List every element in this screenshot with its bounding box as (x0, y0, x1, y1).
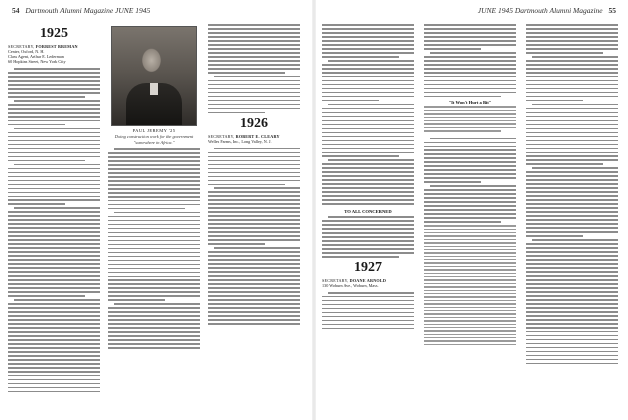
left-column-1 (8, 24, 100, 416)
body-text-block (322, 216, 414, 258)
secretary-address-1927: 130 Woburn Ave., Woburn, Mass. (322, 282, 379, 288)
agent-line-1925: Class Agent, Arthur E. Lederman (8, 54, 64, 59)
left-issue-date: JUNE 1945 (115, 6, 151, 15)
body-text-block (424, 24, 516, 97)
right-issue-date: JUNE 1945 (477, 6, 513, 15)
section-heading-to-all-concerned: TO ALL CONCERNED (344, 208, 392, 214)
body-text-block (208, 24, 300, 113)
right-page (316, 0, 628, 420)
right-magazine-title: Dartmouth Alumni Magazine (514, 6, 603, 15)
body-text-block (322, 292, 414, 330)
right-running-head (478, 6, 620, 18)
photo-name: PAUL JEREMY '25 (132, 128, 176, 133)
right-column-2 (424, 24, 516, 416)
left-running-head (8, 6, 150, 18)
quoted-letter-block (424, 106, 516, 131)
right-column-3 (526, 24, 618, 416)
secretary-address-1926: Welles Farms, Inc., Long Valley, N. J. (208, 138, 272, 144)
photo-caption: Doing construction work for the government "somewhere in Africa." (114, 134, 194, 145)
body-text-block (526, 24, 618, 364)
class-year-1925: 1925 (40, 26, 68, 41)
right-column-1 (322, 24, 414, 416)
secretary-label-1925: SECRETARY, (8, 44, 35, 49)
secretary-city-1925: Center, Oxford, N. H. (8, 49, 45, 54)
secretary-name-1926: ROBERT E. CLEARY (235, 133, 280, 139)
section-heading-wont-hurt: "It Won't Hurt a Bit" (448, 100, 492, 106)
body-text-block (108, 148, 200, 349)
secretary-name-1925: FORREST BREMAN (35, 44, 78, 49)
left-column-2 (108, 24, 200, 416)
body-text-block (424, 138, 516, 223)
agent-address-1925: 60 Hopkins Street, New York City (8, 59, 66, 64)
left-magazine-title: Dartmouth Alumni Magazine (25, 6, 114, 15)
left-page (0, 0, 312, 420)
class-year-1926: 1926 (240, 115, 268, 131)
body-text-block (208, 148, 300, 325)
secretary-label-1926: SECRETARY, (208, 133, 235, 139)
secretary-label-1927: SECRETARY, (322, 277, 349, 283)
right-page-number: 55 (608, 6, 616, 15)
body-text-block (322, 24, 414, 205)
left-column-3 (208, 24, 300, 416)
left-page-number: 54 (12, 6, 20, 15)
class-year-1927: 1927 (354, 259, 382, 275)
portrait-photo (111, 26, 197, 126)
body-text-block (8, 68, 100, 392)
quoted-letter-block (424, 225, 516, 345)
secretary-name-1927: DOANE ARNOLD (349, 277, 387, 283)
